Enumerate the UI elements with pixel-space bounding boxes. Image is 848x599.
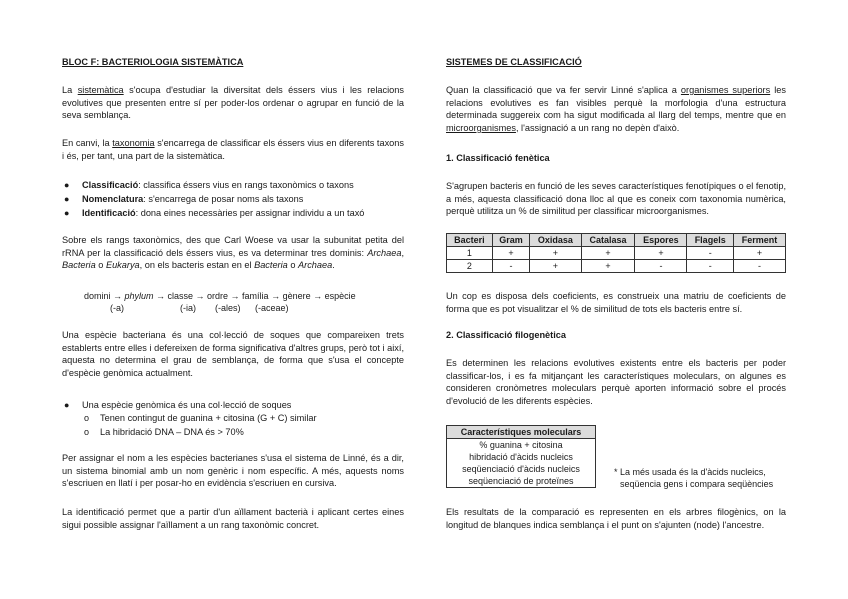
cell: + [530, 260, 581, 273]
bullet-icon: ● [64, 180, 70, 190]
paragraph-linne-classificacio [446, 84, 786, 134]
cell: - [687, 260, 733, 273]
bullet-text: Tenen contingut de guanina + citosina (G + C) similar [100, 413, 317, 423]
bullet-text: : dona eines necessàries per assignar individu a un taxó [135, 208, 365, 218]
footnote-line: * La més usada és la d'àcids nucleics, [614, 467, 766, 477]
text: domini → [84, 291, 125, 301]
suffix-aceae: (-aceae) [255, 303, 289, 313]
suffix-ia: (-ia) [180, 303, 196, 313]
cell: - [687, 247, 733, 260]
suffix-a: (-a) [110, 303, 124, 313]
text: o [287, 260, 298, 271]
cell: hibridació d'àcids nucleics [447, 451, 596, 463]
table-row [447, 439, 596, 452]
cell: % guanina + citosina [447, 439, 596, 452]
domain-archaea: Archaea [367, 247, 402, 258]
domain-eukarya: Eukarya [105, 260, 140, 271]
subbullet-list [62, 411, 404, 439]
cell: - [733, 260, 785, 273]
header-cell: Bacteri [447, 234, 493, 247]
cell: 2 [447, 260, 493, 273]
bullet-text: : classifica éssers vius en rangs taxonòmics o taxons [138, 180, 354, 190]
header-cell: Gram [492, 234, 529, 247]
term-microorganismes: microorganismes [446, 122, 516, 133]
cell: 1 [447, 247, 493, 260]
domain-archaea: Archaea [298, 260, 333, 271]
cell: + [635, 247, 687, 260]
bullet-list-genomica [62, 398, 404, 412]
left-section-title: BLOC F: BACTERIOLOGIA SISTEMÀTICA [62, 57, 244, 67]
table-row [447, 475, 596, 488]
paragraph-coeficients: Un cop es disposa dels coeficients, es construeix una matriu de coeficients de forma que es pot visualitzar el % de similitud de tots els bacteris entre sí. [446, 291, 786, 314]
molecular-characteristics-table [446, 425, 596, 488]
suffix-ales: (-ales) [215, 303, 241, 313]
header-cell: Oxidasa [530, 234, 581, 247]
bullet-text: La hibridació DNA – DNA és > 70% [100, 427, 244, 437]
cell: seqüenciació de proteïnes [447, 475, 596, 488]
cell: + [530, 247, 581, 260]
table-row [447, 451, 596, 463]
bullet-term: Identificació [82, 208, 136, 218]
text: , on els bacteris estan en el [139, 260, 255, 271]
cell: seqüenciació d'àcids nucleics [447, 463, 596, 475]
cell: + [492, 247, 529, 260]
paragraph-arbres: Els resultats de la comparació es representen en els arbres filogènics, on la longitud de blanques indica semblança i el punt on s'ajunten (node) l'ancestre. [446, 507, 786, 530]
bullet-list-functions [62, 178, 404, 220]
header-cell: Característiques moleculars [447, 426, 596, 439]
text: Sobre els rangs taxonòmics, des que Carl Woese va usar la subunitat petita del rRNA per la classificació dels éssers vius, es va determinar tres dominis: [62, 235, 404, 258]
list-item [62, 425, 404, 439]
cell: - [492, 260, 529, 273]
table-row [447, 247, 786, 260]
paragraph-rangs [62, 234, 404, 272]
heading-fenetica: 1. Classificació fenètica [446, 153, 550, 163]
taxonomic-hierarchy [84, 290, 356, 303]
domain-bacteria: Bacteria [254, 260, 288, 271]
text: En canvi, la [62, 138, 113, 148]
cell: - [635, 260, 687, 273]
term-sistematica: sistemàtica [77, 85, 124, 95]
cell: + [581, 260, 635, 273]
term-organismes-superiors: organismes superiors [680, 85, 771, 95]
phylum-label: phylum [124, 291, 154, 301]
header-cell: Catalasa [581, 234, 635, 247]
header-cell: Flagels [687, 234, 733, 247]
list-item [62, 178, 404, 192]
text: s'ocupa d'estudiar la diversitat dels éssers vius i les relacions evolutives que presenten entre sí per poder-los ordenar o agrupar en funció de la seva semblança. [62, 85, 404, 121]
text: La [62, 85, 78, 95]
text: . [332, 260, 335, 271]
domain-bacteria: Bacteria [62, 260, 96, 271]
paragraph-taxonomia [62, 137, 404, 162]
list-item [62, 411, 404, 425]
text: Quan la classificació que va fer servir Linné s'aplica a [446, 85, 681, 95]
cell: + [581, 247, 635, 260]
term-taxonomia: taxonomia [112, 138, 155, 148]
bullet-icon: ● [64, 400, 70, 410]
phenotype-table [446, 233, 786, 273]
cell: + [733, 247, 785, 260]
bullet-term: Nomenclatura [82, 194, 144, 204]
circle-bullet-icon: o [84, 413, 90, 423]
text: → classe → ordre → família → gènere → espècie [153, 291, 356, 301]
header-cell: Ferment [733, 234, 785, 247]
paragraph-sistematica [62, 84, 404, 122]
bullet-icon: ● [64, 194, 70, 204]
footnote-line: seqüencia gens i compara seqüències [620, 479, 774, 489]
paragraph-linne: Per assignar el nom a les espècies bacterianes s'usa el sistema de Linné, és a dir, un sistema binomial amb un nom genèric i nom específic. A més, aquests noms s'escriuen en llatí i per posar-ho en evidència s'escriuen en cursiva. [62, 453, 404, 489]
paragraph-filogenetica: Es determinen les relacions evolutives existents entre els bacteris per poder classificar-los, i es fa mitjançant les característiques moleculars, on algunes es consideren cronòmetres moleculars perquè aporten informació sobre el procés d'evolució de les diferents espècies. [446, 358, 786, 406]
paragraph-identificacio: La identificació permet que a partir d'un aïllament bacterià i aplicant certes eines sigui possible assignar l'aïllament a un rang taxonòmic concret. [62, 507, 404, 530]
paragraph-fenetica: S'agrupen bacteris en funció de les seves característiques fenotípiques o el fenotip, a més, aquesta classificació dona lloc al que es coneix com taxonomia numèrica, perquè utilitza un % de similitud per classificar microorganismes. [446, 181, 786, 217]
list-item [62, 192, 404, 206]
text: s'encarrega de classificar els éssers vius en diferents taxons i és, per tant, una part de la sistemàtica. [62, 138, 405, 161]
text: o [95, 260, 106, 271]
circle-bullet-icon: o [84, 427, 90, 437]
paragraph-especie: Una espècie bacteriana és una col·lecció de soques que compareixen trets establerts entre elles i defereixen de forma significativa d'altres grups, però tot i així, aquesta no determina el grau de semblança, de forma que s'usa el concepte d'espècie genòmica actualment. [62, 330, 404, 378]
table-header-row [447, 234, 786, 247]
bullet-icon: ● [64, 208, 70, 218]
footnote [614, 466, 773, 490]
table-row [447, 463, 596, 475]
text: les relacions evolutives es fan visibles perquè la morfologia d'una estructura determinada suggereix com ha sigut modificada al llarg del temps, mentre que en [446, 85, 786, 121]
table-header-row [447, 426, 596, 439]
text: , [401, 247, 404, 258]
bullet-text: Una espècie genòmica és una col·lecció de soques [82, 400, 292, 410]
list-item [62, 398, 404, 412]
bullet-text: : s'encarrega de posar noms als taxons [143, 194, 304, 204]
table-row [447, 260, 786, 273]
list-item [62, 206, 404, 220]
bullet-term: Classificació [82, 180, 139, 190]
text: , l'assignació a un rang no depèn d'això. [515, 122, 680, 133]
heading-filogenetica: 2. Classificació filogenètica [446, 330, 566, 340]
right-section-title: SISTEMES DE CLASSIFICACIÓ [446, 57, 582, 67]
header-cell: Espores [635, 234, 687, 247]
